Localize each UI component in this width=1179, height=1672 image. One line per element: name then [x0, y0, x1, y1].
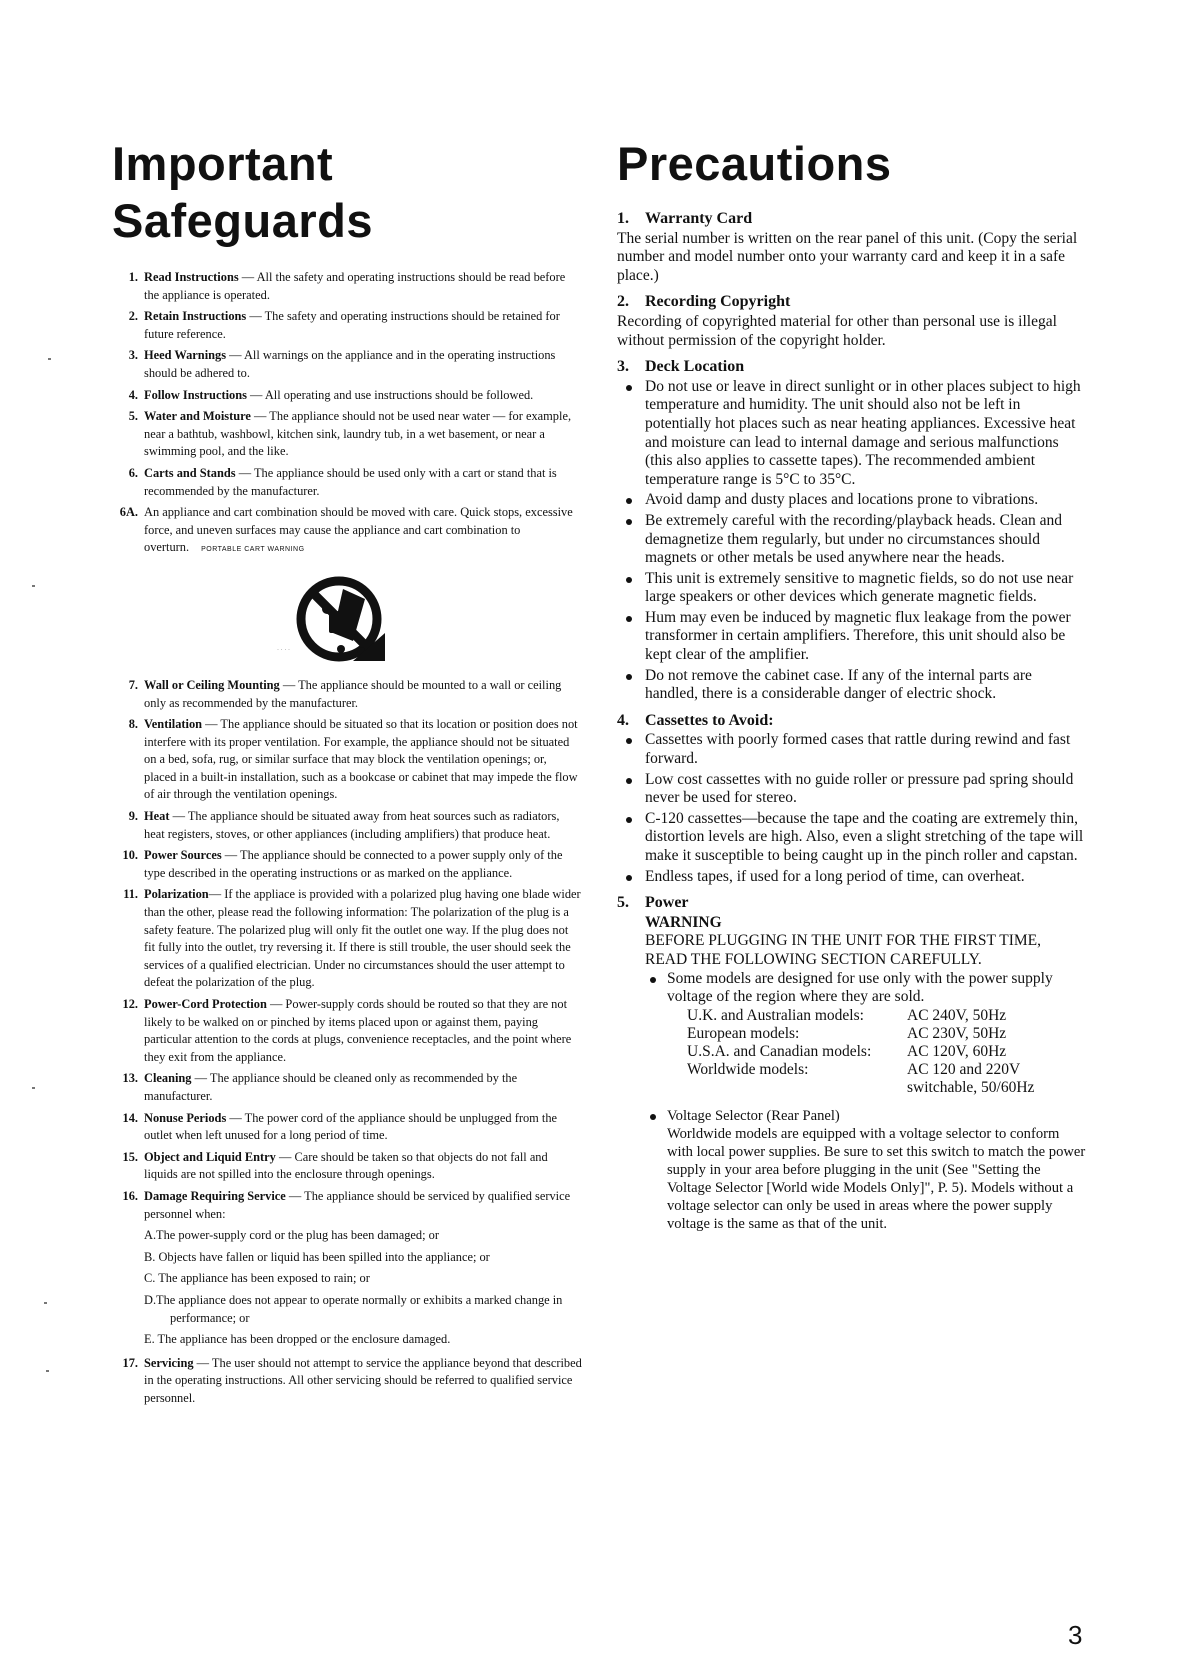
item-heading: Damage Requiring Service	[144, 1188, 286, 1203]
page-number: 3	[1068, 1620, 1083, 1650]
item-heading: Cleaning	[144, 1071, 192, 1086]
section-title: Cassettes to Avoid:	[645, 711, 774, 729]
safeguard-item	[112, 504, 582, 559]
title-line-2: Safeguards	[112, 194, 373, 247]
item-heading: Object and Liquid Entry	[144, 1149, 276, 1164]
warning-heading: WARNING	[645, 913, 722, 931]
item-text: — The appliance should be connected to a power supply only of the type described in the operating instructions or as marked on the appliance.	[144, 848, 563, 880]
svg-text:· · · ·: · · · ·	[277, 646, 290, 653]
region-model: European models:	[687, 1024, 800, 1042]
voltage-selector-heading: Voltage Selector (Rear Panel)	[667, 1107, 840, 1124]
portable-cart-warning-symbol	[247, 571, 447, 671]
safeguard-item	[112, 886, 582, 992]
condition-item: C. The appliance has been exposed to rain; or	[144, 1271, 370, 1286]
section-heading	[617, 210, 1087, 229]
voltage-row	[687, 1007, 1042, 1025]
region-model: U.K. and Australian models:	[687, 1006, 864, 1024]
section-text: Recording of copyrighted material for other than personal use is illegal without permission of the copyright holder.	[617, 312, 1057, 349]
deck-location-section	[617, 358, 1087, 704]
safeguards-column	[112, 135, 582, 1411]
section-title: Deck Location	[645, 358, 745, 376]
condition-item: A.The power-supply cord or the plug has been damaged; or	[144, 1228, 439, 1243]
item-heading: Water and Moisture	[144, 409, 251, 424]
item-text: — The appliance should be situated away from heat sources such as radiators, heat registers, stoves, or other appliances (including amplifiers) that produce heat.	[144, 809, 560, 841]
voltage-table	[687, 1007, 1042, 1097]
item-text: — All the safety and operating instructions should be read before the appliance is operated.	[144, 270, 566, 302]
item-text: — The appliance should not be used near water — for example, near a bathtub, washbowl, kitchen sink, laundry tub, in a wet basement, or near a swimming pool, and the like.	[144, 409, 572, 459]
safeguard-item	[112, 996, 582, 1066]
condition-item: E. The appliance has been dropped or the enclosure damaged.	[144, 1332, 451, 1347]
condition-item: D.The appliance does not appear to operate normally or exhibits a marked change in performance; or	[144, 1292, 563, 1325]
item-text: — The appliance should be mounted to a wall or ceiling only as recommended by the manufacturer.	[144, 677, 562, 710]
voltage-spec: AC 230V, 50Hz	[907, 1024, 1007, 1042]
cart-tipover-icon	[257, 571, 447, 671]
item-number: 7.	[128, 677, 138, 692]
safeguard-item	[112, 1188, 582, 1223]
cassettes-to-avoid-section	[617, 712, 1087, 886]
item-number: 6A.	[119, 505, 138, 520]
section-number: 5.	[617, 894, 629, 912]
item-text: — The power cord of the appliance should be unplugged from the outlet when left unused for a long period of time.	[144, 1110, 558, 1143]
bullet-item	[617, 1107, 1087, 1233]
item-text: — The appliance should be cleaned only as recommended by the manufacturer.	[144, 1071, 518, 1103]
item-text: — The safety and operating instructions should be retained for future reference.	[144, 309, 560, 341]
safeguard-item	[112, 269, 582, 304]
title-line-1: Important	[112, 137, 334, 190]
voltage-spec: AC 240V, 50Hz	[907, 1006, 1007, 1024]
warning-text: BEFORE PLUGGING IN THE UNIT FOR THE FIRST TIME, READ THE FOLLOWING SECTION CAREFULLY.	[645, 932, 1041, 968]
item-number: 15.	[122, 1149, 138, 1164]
item-heading: Wall or Ceiling Mounting	[144, 677, 280, 692]
power-section	[617, 894, 1087, 1233]
item-heading: Read Instructions	[144, 270, 239, 284]
item-number: 9.	[128, 809, 138, 824]
item-heading: Power-Cord Protection	[144, 997, 267, 1011]
voltage-row	[687, 1043, 1042, 1061]
warranty-card-section	[617, 210, 1087, 285]
item-number: 8.	[128, 717, 138, 732]
scan-mark	[46, 1370, 49, 1372]
safeguard-item	[112, 465, 582, 500]
section-title: Power	[645, 894, 689, 912]
item-text: — The appliance should be situated so that its location or position does not interfere with its proper ventilation. For example, the appliance should not be situated on a bed, sofa, rug, or similar surface that may block the ventilation openings; or, placed in a built-in installation, such as a bookcase or cabinet that may impede the flow of air through the ventilation openings.	[144, 717, 578, 802]
safeguard-item	[112, 408, 582, 461]
bullet-item: Hum may even be induced by magnetic flux leakage from the power transformer in certain amplifiers. Therefore, this unit should also be kept clear of the amplifier.	[617, 609, 1087, 665]
damage-conditions-list	[112, 1227, 582, 1349]
section-number: 2.	[617, 293, 629, 311]
section-number: 3.	[617, 358, 629, 376]
region-model	[687, 1079, 907, 1097]
item-number: 12.	[122, 997, 138, 1011]
bullet-item: Avoid damp and dusty places and locations prone to vibrations.	[617, 491, 1087, 510]
item-text: — The appliance should be serviced by qualified service personnel when:	[144, 1188, 571, 1221]
bullet-item: This unit is extremely sensitive to magnetic fields, so do not use near large speakers or other devices which generate magnetic fields.	[617, 570, 1087, 607]
item-text: — Power-supply cords should be routed so that they are not likely to be walked on or pinched by items placed upon or against them, paying particular attention to the cords at plugs, convenience receptacles, and the point where they exit from the appliance.	[144, 997, 572, 1064]
section-number: 1.	[617, 210, 629, 227]
item-text: An appliance and cart combination should be moved with care. Quick stops, excessive force, and uneven surfaces may cause the appliance and cart combination to overturn.	[144, 505, 573, 555]
item-text: — If the appliace is provided with a polarized plug having one blade wider than the other, please read the following information: The polarization of the plug is a safety feature. The polarized plug will only fit the outlet one way. If the plug does not fit fully into the outlet, try reversing it. If there is still trouble, the user should seek the services of a qualified electrician. Under no circumstances should the user attempt to defeat the polarization of the plug.	[144, 887, 581, 990]
safeguards-title	[112, 135, 582, 249]
bullet-item: Low cost cassettes with no guide roller or pressure pad spring should never be used for stereo.	[617, 771, 1087, 808]
voltage-spec: AC 120 and 220V	[907, 1060, 1021, 1078]
bullet-item: Endless tapes, if used for a long period of time, can overheat.	[617, 868, 1087, 887]
item-number: 6.	[128, 465, 138, 480]
voltage-spec: AC 120V, 60Hz	[907, 1042, 1007, 1060]
safeguard-item	[112, 1355, 582, 1408]
safeguard-item	[112, 1149, 582, 1184]
safeguard-item	[112, 677, 582, 712]
item-text: — All warnings on the appliance and in the operating instructions should be adhered to.	[144, 348, 556, 380]
bullet-item: Do not use or leave in direct sunlight or in other places subject to high temperature and humidity. The unit should also not be left in potentially hot places such as near heating appliances. Excessive heat and moisture can lead to internal damage and serious malfunctions (this also applies to cassette tapes). The recommended ambient temperature range is 5°C to 35°C.	[617, 378, 1087, 490]
scan-mark	[44, 1302, 47, 1304]
item-number: 14.	[122, 1110, 138, 1125]
bullet-item: Some models are designed for use only with the power supply voltage of the region where they are sold.	[617, 970, 1087, 1007]
safeguard-item	[112, 1070, 582, 1105]
voltage-row	[687, 1079, 1042, 1097]
item-heading: Power Sources	[144, 848, 222, 863]
bullet-item: C-120 cassettes—because the tape and the coating are extremely thin, distortion levels are high. Also, even a slight stretching of the tape will make it susceptible to being caught up in the pinch roller and capstan.	[617, 810, 1087, 866]
section-heading	[617, 712, 1087, 731]
scan-mark	[32, 1087, 35, 1089]
scan-mark	[32, 585, 35, 587]
item-number: 3.	[128, 348, 138, 363]
safeguard-item	[112, 308, 582, 343]
section-heading	[617, 894, 1087, 913]
item-text: — Care should be taken so that objects do not fall and liquids are not spilled into the enclosure through openings.	[144, 1149, 548, 1182]
region-model: Worldwide models:	[687, 1060, 809, 1078]
item-number: 4.	[128, 387, 138, 402]
safeguard-item	[112, 1110, 582, 1145]
item-number: 5.	[128, 409, 138, 424]
item-number: 11.	[123, 887, 138, 902]
section-title: Warranty Card	[645, 210, 753, 227]
item-heading: Nonuse Periods	[144, 1110, 227, 1125]
item-number: 17.	[122, 1355, 138, 1370]
item-heading: Servicing	[144, 1355, 194, 1370]
cart-warning-label: PORTABLE CART WARNING	[201, 546, 305, 554]
section-heading	[617, 358, 1087, 377]
item-number: 13.	[122, 1071, 138, 1086]
safeguard-item	[112, 716, 582, 804]
bullet-item: Cassettes with poorly formed cases that rattle during rewind and fast forward.	[617, 731, 1087, 768]
item-number: 2.	[128, 309, 138, 324]
item-number: 1.	[128, 270, 138, 284]
condition-item: B. Objects have fallen or liquid has been spilled into the appliance; or	[144, 1249, 490, 1264]
section-title: Recording Copyright	[645, 293, 791, 311]
item-text: — All operating and use instructions should be followed.	[246, 387, 534, 402]
bullet-item: Do not remove the cabinet case. If any of the internal parts are handled, there is a considerable danger of electric shock.	[617, 667, 1087, 704]
item-heading: Polarization	[144, 887, 209, 902]
item-heading: Retain Instructions	[144, 309, 247, 324]
item-number: 16.	[122, 1188, 138, 1203]
precautions-column	[617, 135, 1087, 1241]
section-text: The serial number is written on the rear panel of this unit. (Copy the serial number and model number onto your warranty card and keep it in a safe place.)	[617, 229, 1078, 284]
voltage-selector-text: Worldwide models are equipped with a voltage selector to conform with local power supplies. Be sure to set this switch to match the power supply in your area before plugging in the unit (See "Setting the Voltage Selector [World wide Models Only]", P. 5). Models without a voltage selector can only be used in areas where the power supply voltage is the same as that of the unit.	[667, 1125, 1086, 1232]
scan-mark	[48, 358, 51, 360]
item-heading: Heed Warnings	[144, 348, 227, 363]
item-text: — The appliance should be used only with a cart or stand that is recommended by the manufacturer.	[144, 465, 557, 498]
voltage-row	[687, 1025, 1042, 1043]
bullet-item: Be extremely careful with the recording/playback heads. Clean and demagnetize them regularly, but under no circumstances should magnets or other metals be used anywhere near the heads.	[617, 512, 1087, 568]
item-heading: Heat	[144, 809, 170, 824]
item-heading: Follow Instructions	[144, 387, 247, 402]
recording-copyright-section	[617, 293, 1087, 350]
safeguard-item	[112, 387, 582, 405]
section-number: 4.	[617, 711, 629, 729]
voltage-row	[687, 1061, 1042, 1079]
region-model: U.S.A. and Canadian models:	[687, 1042, 872, 1060]
section-heading	[617, 293, 1087, 312]
precautions-title: Precautions	[617, 137, 892, 190]
item-heading: Ventilation	[144, 717, 203, 732]
safeguard-item	[112, 347, 582, 382]
safeguard-item	[112, 808, 582, 843]
item-number: 10.	[122, 848, 138, 863]
safeguard-item	[112, 847, 582, 882]
item-heading: Carts and Stands	[144, 465, 236, 480]
item-text: — The user should not attempt to service the appliance beyond that described in the operating instructions. All other servicing should be referred to qualified service personnel.	[144, 1355, 582, 1405]
voltage-spec: switchable, 50/60Hz	[907, 1078, 1035, 1096]
